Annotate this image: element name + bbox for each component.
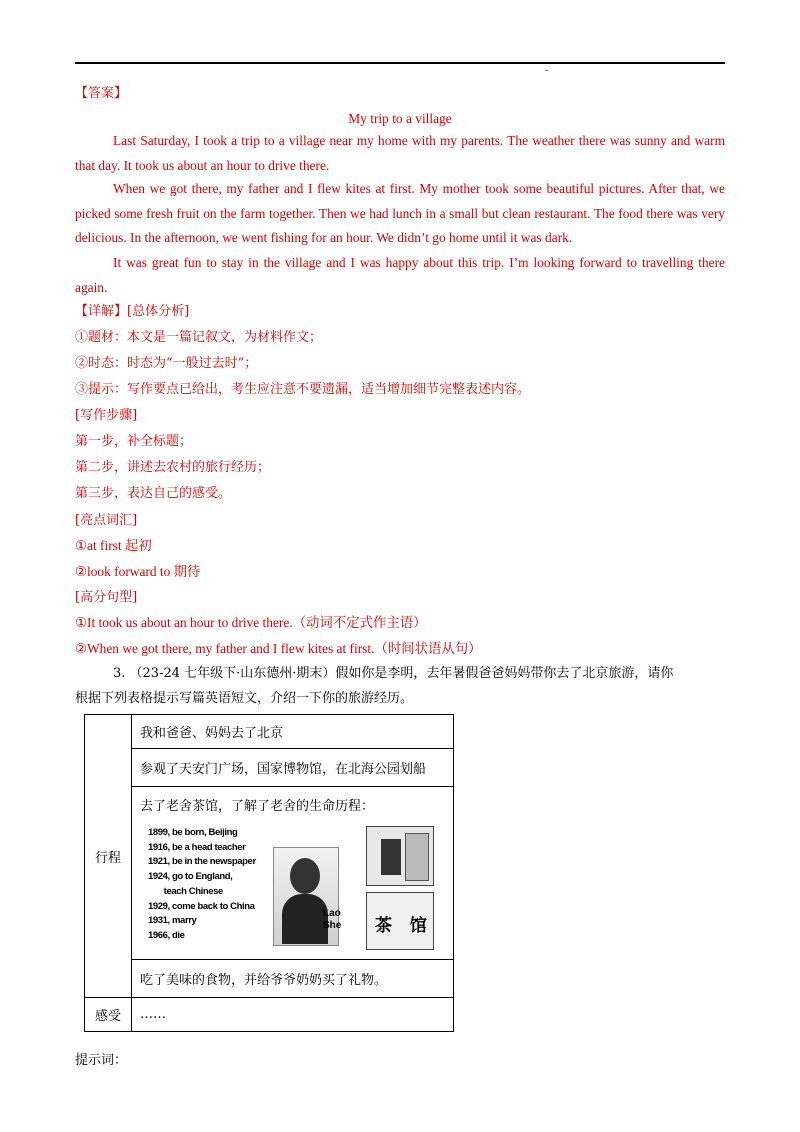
vocab-item: ②look forward to 期待 — [75, 564, 201, 579]
book-cover-image — [366, 826, 434, 886]
teahouse-book-image — [366, 892, 434, 950]
trip-item: 参观了天安门广场，国家博物馆，在北海公园划船 — [132, 749, 454, 787]
essay-title: My trip to a village — [348, 111, 452, 126]
steps-label: [写作步骤] — [75, 408, 138, 423]
portrait-caption: Lao She — [323, 908, 342, 931]
hint-label: 提示词： — [75, 1053, 128, 1068]
detail-heading — [75, 302, 189, 322]
trip-item: 吃了美味的食物，并给爷爷奶奶买了礼物。 — [132, 960, 454, 998]
header-mark: - — [545, 66, 549, 76]
essay-paragraph: Last Saturday, I took a trip to a village near my home with my parents. The weather there was sunny and warm that day. It took us about an hour to drive there. — [75, 133, 725, 173]
row-head-feeling: 感受 — [85, 998, 132, 1032]
analysis-item: ①题材：本文是一篇记叙文，为材料作文； — [75, 330, 323, 345]
row-head-trip: 行程 — [85, 715, 132, 998]
sentence-item: ②When we got there, my father and I flew kites at first.（时间状语从句） — [75, 641, 482, 656]
essay-paragraph: It was great fun to stay in the village and I was happy about this trip. I’m looking forward to travelling there again. — [75, 255, 725, 295]
sentence-label: [高分句型] — [75, 590, 138, 605]
step-item: 第一步，补全标题； — [75, 434, 193, 449]
trip-item-text: 去了老舍茶馆，了解了老舍的生命历程： — [140, 799, 375, 814]
step-item: 第二步，讲述去农村的旅行经历； — [75, 460, 271, 475]
step-item: 第三步，表达自己的感受。 — [75, 486, 232, 501]
itinerary-table — [84, 714, 454, 1032]
essay-paragraph: When we got there, my father and I flew kites at first. My mother took some beautiful pictures. After that, we picked some fresh fruit on the farm together. Then we had lunch in a small but clean restaurant. The food there was very delicious. In the afternoon, we went fishing for an hour. We didn’t go home until it was dark. — [75, 181, 725, 246]
question-line: 3. （23-24 七年级下·山东德州·期末）假如你是李明，去年暑假爸爸妈妈带你去了北京旅游，请你 — [113, 666, 674, 681]
trip-item-laoshe — [132, 787, 454, 960]
detail-label: 【详解】 — [75, 304, 128, 319]
analysis-item: ②时态：时态为“一般过去时”； — [75, 356, 258, 371]
vocab-item: ①at first 起初 — [75, 538, 152, 553]
trip-item: 我和爸爸、妈妈去了北京 — [132, 715, 454, 749]
analysis-item: ③提示：写作要点已给出，考生应注意不要遗漏，适当增加细节完整表述内容。 — [75, 382, 531, 397]
book-title: 茶 馆 — [375, 916, 433, 936]
overall-label: [总体分析] — [127, 304, 190, 319]
sentence-item: ①It took us about an hour to drive there.（动词不定式作主语） — [75, 615, 427, 630]
question-line: 根据下列表格提示写篇英语短文，介绍一下你的旅游经历。 — [75, 691, 414, 706]
vocab-label: [亮点词汇] — [75, 513, 138, 528]
feeling-text: …… — [132, 998, 454, 1032]
answer-label: 【答案】 — [75, 86, 128, 101]
header-rule — [75, 62, 725, 64]
laoshe-timeline: 1899, be born, Beijing 1916, be a head teacher 1921, be in the newspaper 1924, go to England, teach Chinese 1929, come back to China 1931, marry 1966, die — [148, 827, 256, 941]
laoshe-figure — [140, 814, 445, 959]
